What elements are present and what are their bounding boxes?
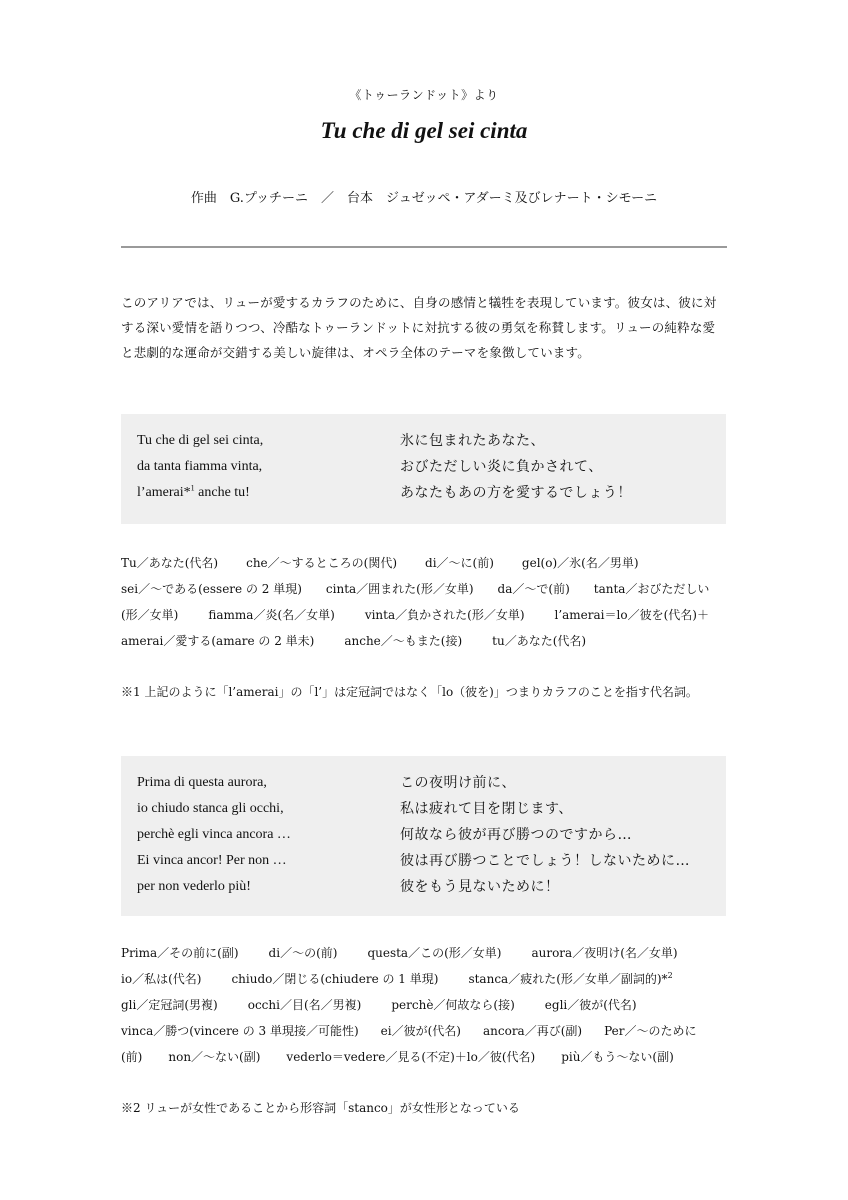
translation-line: 氷に包まれたあなた、 xyxy=(400,433,545,449)
japanese-translation xyxy=(400,770,690,900)
vocab-entry: Prima／その前に(副) xyxy=(121,946,239,960)
vocab-line xyxy=(121,576,727,602)
credits-line: 作曲 G.プッチーニ ／ 台本 ジュゼッペ・アダーミ及びレナート・シモーニ xyxy=(190,191,658,206)
translation-line: 何故なら彼が再び勝つのですから… xyxy=(400,827,632,843)
vocab-entry: Per／～のために xyxy=(604,1024,697,1038)
translation-line: あなたもあの方を愛するでしょう！ xyxy=(400,485,632,501)
intro-line: と悲劇的な運命が交錯する美しい旋律は、オペラ全体のテーマを象徴しています。 xyxy=(121,345,590,360)
vocab-entry: vinta／負かされた(形／女単) xyxy=(364,608,525,622)
intro-line: する深い愛情を語りつつ、冷酷なトゥーランドットに対抗する彼の勇気を称賛します。リューの純粋な愛 xyxy=(121,320,716,335)
vocab-entry: vinca／勝つ(vincere の 3 単現接／可能性) xyxy=(121,1024,359,1038)
verse-box-2 xyxy=(121,756,726,916)
lyric-line: perchè egli vinca ancora … xyxy=(137,827,291,842)
italian-lyrics xyxy=(137,428,263,506)
lyric-text: anche tu! xyxy=(194,485,250,500)
lyric-line: Ei vinca ancor! Per non … xyxy=(137,853,287,868)
verse-box-1 xyxy=(121,414,726,524)
intro-line: このアリアでは、リューが愛するカラフのために、自身の感情と犠牲を表現しています。彼女は、彼に対 xyxy=(121,295,717,310)
lyric-text: l’amerai* xyxy=(137,485,191,500)
vocab-entry: aurora／夜明け(名／女単) xyxy=(531,946,678,960)
vocab-entry: di／～の(前) xyxy=(268,946,338,960)
translation-line: 彼は再び勝つことでしょう！しないために… xyxy=(400,853,690,869)
vocab-entry: egli／彼が(代名) xyxy=(544,998,637,1012)
vocab-entry: di／～に(前) xyxy=(425,556,494,570)
vocab-entry: ancora／再び(副) xyxy=(482,1024,583,1038)
intro-paragraph xyxy=(121,290,727,365)
vocab-entry: occhi／目(名／男複) xyxy=(247,998,362,1012)
vocab-entry: che／～するところの(関代) xyxy=(246,556,398,570)
vocab-entry: io／私は(代名) xyxy=(121,972,202,986)
vocab-entry: non／～ない(副) xyxy=(168,1050,261,1064)
vocab-entry: Tu／あなた(代名) xyxy=(121,556,219,570)
vocab-entry: fiamma／炎(名／女単) xyxy=(208,608,335,622)
lyric-line: io chiudo stanca gli occhi, xyxy=(137,801,284,816)
vocab-entry: da／～で(前) xyxy=(497,582,570,596)
footnote-marker: 2 xyxy=(667,971,673,980)
lyric-line xyxy=(137,480,263,506)
vocab-entry: più／もう～ない(副) xyxy=(561,1050,674,1064)
lyric-line: Tu che di gel sei cinta, xyxy=(137,433,264,448)
vocab-entry: cinta／囲まれた(形／女単) xyxy=(325,582,474,596)
vocab-line xyxy=(121,1044,727,1070)
translation-line: この夜明け前に、 xyxy=(400,775,516,791)
vocab-entry: anche／～もまた(接) xyxy=(344,634,463,648)
source-line: 《トゥーランドット》より xyxy=(349,88,499,102)
vocab-line xyxy=(121,550,727,576)
vocab-entry: sei／～である(essere の 2 単現) xyxy=(121,582,302,596)
vocab-entry: questa／この(形／女単) xyxy=(367,946,502,960)
vocab-entry: perchè／何故なら(接) xyxy=(391,998,515,1012)
vocab-entry: vederlo＝vedere／見る(不定)＋lo／彼(代名) xyxy=(286,1050,536,1064)
vocabulary-list-1 xyxy=(121,550,727,654)
vocab-line xyxy=(121,628,727,654)
vocab-line xyxy=(121,966,727,992)
vocab-entry: l’amerai＝lo／彼を(代名)＋ xyxy=(554,608,709,622)
vocab-entry: chiudo／閉じる(chiudere の 1 単現) xyxy=(231,972,439,986)
vocab-entry: tu／あなた(代名) xyxy=(492,634,587,648)
translation-line: おびただしい炎に負かされて、 xyxy=(400,459,603,475)
vocab-line xyxy=(121,940,727,966)
lyric-line: per non vederlo più! xyxy=(137,879,251,894)
footnote-marker: 1 xyxy=(190,483,195,493)
vocab-line xyxy=(121,1018,727,1044)
vocab-entry: stanca／疲れた(形／女単／副詞的)* xyxy=(468,972,668,986)
vocab-entry: tanta／おびただしい xyxy=(593,582,710,596)
vocab-line xyxy=(121,992,727,1018)
vocab-line xyxy=(121,602,727,628)
vocab-entry: gli／定冠詞(男複) xyxy=(121,998,218,1012)
vocabulary-list-2 xyxy=(121,940,727,1070)
vocab-entry: (形／女単) xyxy=(121,608,179,622)
vocab-entry: (前) xyxy=(121,1050,143,1064)
vocab-entry: gel(o)／氷(名／男単) xyxy=(521,556,639,570)
translation-line: 彼をもう見ないために！ xyxy=(400,879,560,895)
aria-title: Tu che di gel sei cinta xyxy=(320,118,528,143)
italian-lyrics xyxy=(137,770,291,900)
lyric-line: da tanta fiamma vinta, xyxy=(137,459,263,474)
translation-line: 私は疲れて目を閉じます、 xyxy=(400,801,573,817)
japanese-translation xyxy=(400,428,632,506)
vocab-entry: ei／彼が(代名) xyxy=(380,1024,461,1038)
vocab-entry: amerai／愛する(amare の 2 単未) xyxy=(121,634,315,648)
footnote-2: ※2 リューが女性であることから形容詞「stanco」が女性形となっている xyxy=(121,1101,520,1115)
footnote-1: ※1 上記のように「l’amerai」の「l’」は定冠詞ではなく「lo（彼を)」つまりカラフのことを指す代名詞。 xyxy=(121,685,698,699)
lyric-line: Prima di questa aurora, xyxy=(137,775,267,790)
divider xyxy=(121,246,727,248)
